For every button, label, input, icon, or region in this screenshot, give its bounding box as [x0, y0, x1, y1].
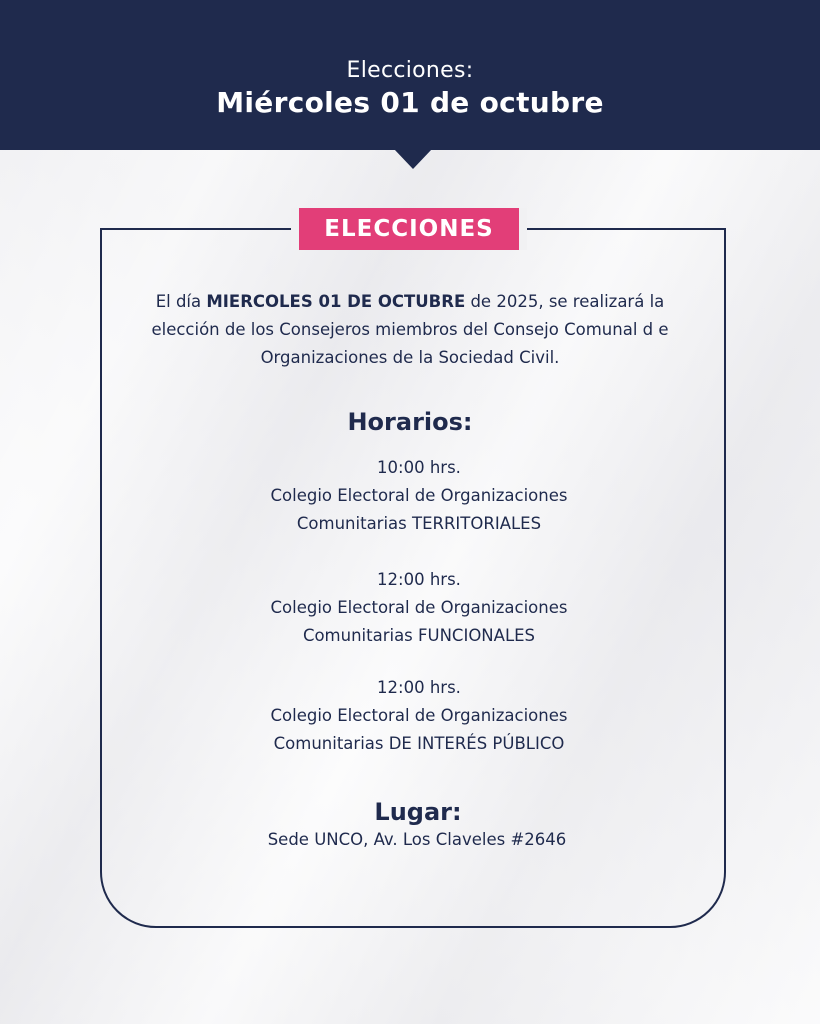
- header-subtitle: Elecciones:: [346, 58, 474, 83]
- schedule-line2: Comunitarias TERRITORIALES: [296, 514, 542, 533]
- intro-date: MIERCOLES 01 DE OCTUBRE: [206, 292, 466, 311]
- location-address: Sede UNCO, Av. Los Claveles #2646: [267, 830, 567, 849]
- schedule-line1: Colegio Electoral de Organizaciones: [270, 598, 568, 617]
- intro-suffix: de 2025, se realizará la elección de los Consejeros miembros del Consejo Comunal d e Organizaciones de la Sociedad Civil.: [151, 292, 669, 367]
- schedule-time: 12:00 hrs.: [377, 570, 461, 589]
- schedule-time: 10:00 hrs.: [377, 458, 461, 477]
- header-title: Miércoles 01 de octubre: [216, 86, 604, 119]
- location-heading: Lugar:: [374, 798, 462, 826]
- intro-prefix: El día: [155, 292, 207, 311]
- schedule-item-territoriales: [0, 454, 820, 538]
- header-banner: [0, 0, 820, 150]
- elecciones-badge: ELECCIONES: [291, 208, 527, 250]
- schedule-time: 12:00 hrs.: [377, 678, 461, 697]
- header-pointer-arrow: [394, 149, 432, 169]
- schedule-item-funcionales: [0, 566, 820, 650]
- schedule-line2: Comunitarias DE INTERÉS PÚBLICO: [273, 734, 565, 753]
- schedule-heading: Horarios:: [347, 408, 473, 436]
- intro-text: [130, 288, 690, 372]
- schedule-line2: Comunitarias FUNCIONALES: [302, 626, 536, 645]
- schedule-item-interes-publico: [0, 674, 820, 758]
- schedule-line1: Colegio Electoral de Organizaciones: [270, 706, 568, 725]
- schedule-line1: Colegio Electoral de Organizaciones: [270, 486, 568, 505]
